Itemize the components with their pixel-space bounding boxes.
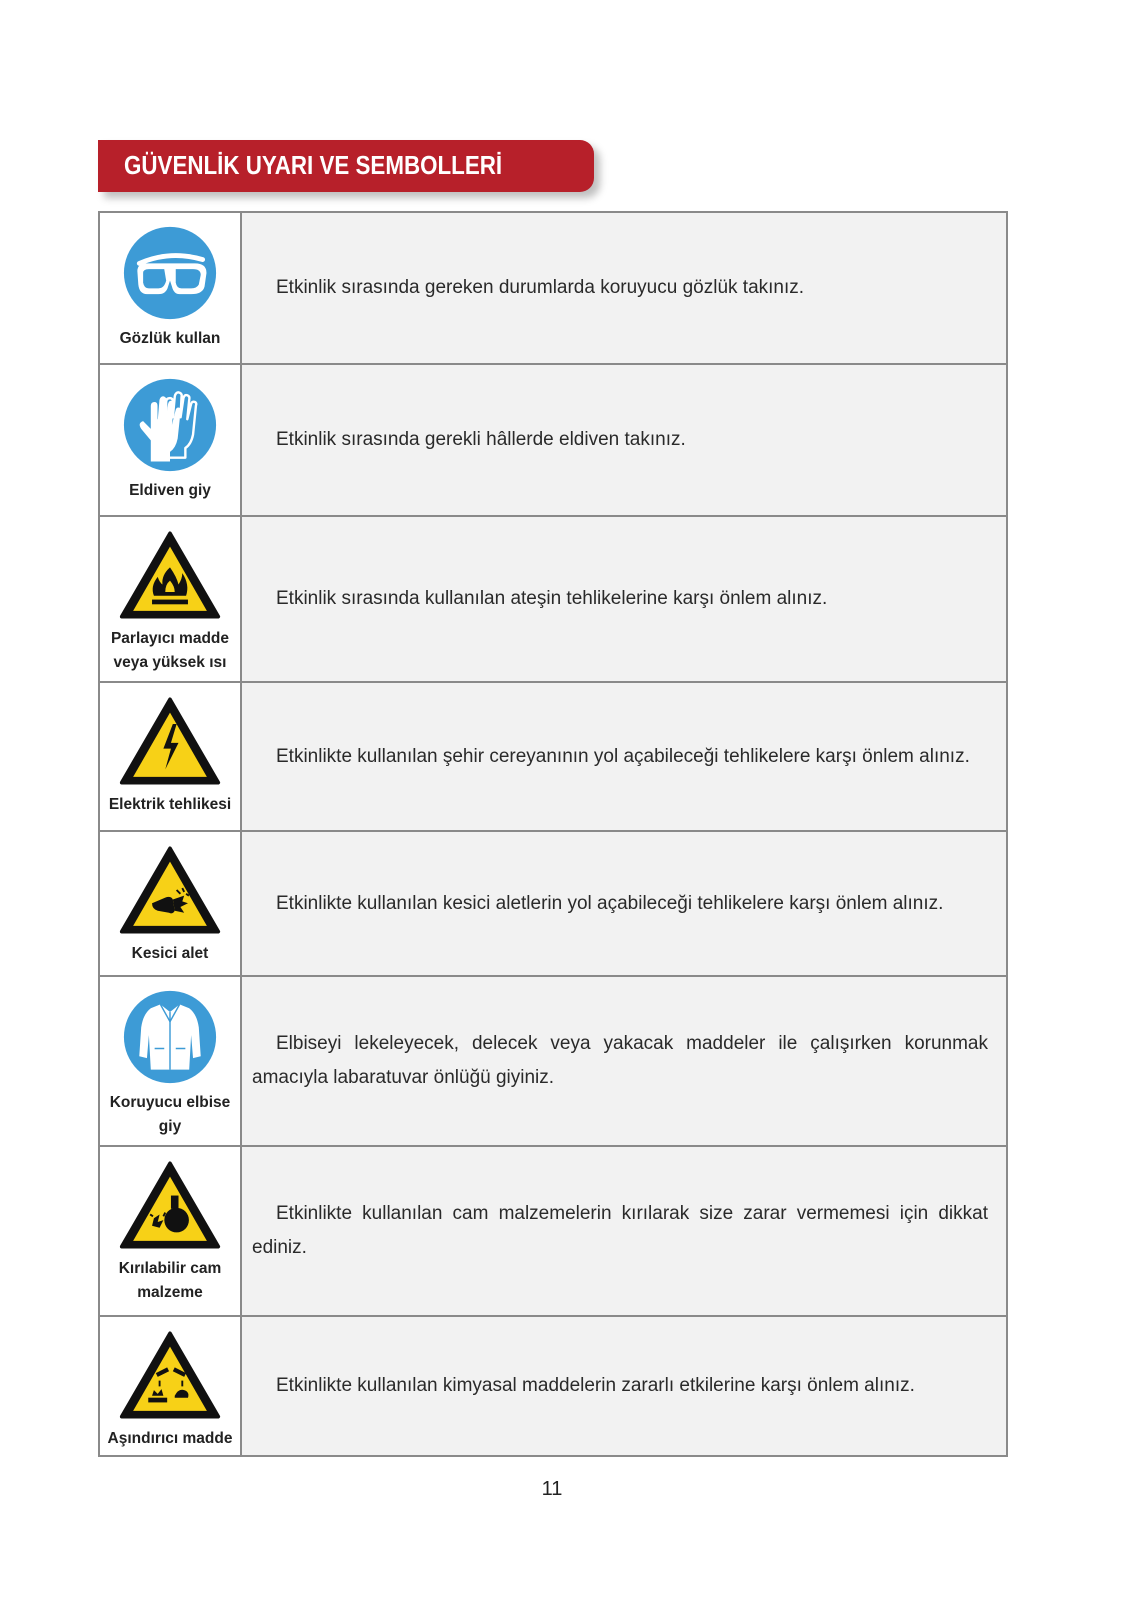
symbol-cell bbox=[100, 213, 242, 363]
description-cell bbox=[242, 1317, 1006, 1455]
symbol-caption: Elektrik tehlikesi bbox=[108, 796, 232, 813]
description-cell bbox=[242, 365, 1006, 515]
symbol-cell bbox=[100, 832, 242, 975]
description-text: Etkinlikte kullanılan kesici aletlerin yol açabileceği tehlikelere karşı önlem alınız. bbox=[276, 892, 944, 914]
symbol-caption: Koruyucu elbise giy bbox=[109, 1094, 231, 1135]
flammable-warning-icon bbox=[118, 529, 222, 621]
table-row bbox=[100, 213, 1006, 365]
table-row bbox=[100, 517, 1006, 683]
description-cell bbox=[242, 213, 1006, 363]
lab-coat-icon bbox=[122, 989, 218, 1085]
electric-warning-icon bbox=[118, 695, 222, 787]
symbol-cell bbox=[100, 365, 242, 515]
description-text: Etkinlikte kullanılan cam malzemelerin kırılarak size zarar vermemesi için dikkat ediniz. bbox=[252, 1203, 988, 1258]
fragile-glass-warning-icon bbox=[118, 1159, 222, 1251]
description-cell bbox=[242, 832, 1006, 975]
symbol-caption: Parlayıcı madde veya yüksek ısı bbox=[110, 630, 230, 671]
description-text: Etkinlik sırasında gereken durumlarda koruyucu gözlük takınız. bbox=[276, 277, 805, 298]
page-number: 11 bbox=[541, 1478, 563, 1500]
description-text: Etkinlik sırasında gerekli hâllerde eldiven takınız. bbox=[276, 429, 686, 450]
section-banner bbox=[98, 140, 594, 192]
description-text: Etkinlik sırasında kullanılan ateşin tehlikelerine karşı önlem alınız. bbox=[276, 588, 828, 609]
symbol-cell bbox=[100, 1317, 242, 1455]
corrosive-warning-icon bbox=[118, 1329, 222, 1421]
symbol-cell bbox=[100, 683, 242, 830]
symbol-caption: Aşındırıcı madde bbox=[107, 1430, 233, 1447]
gloves-icon bbox=[122, 377, 218, 473]
cutting-tool-warning-icon bbox=[118, 844, 222, 936]
description-cell bbox=[242, 1147, 1006, 1315]
description-cell bbox=[242, 683, 1006, 830]
section-title: GÜVENLİK UYARI VE SEMBOLLERİ bbox=[124, 150, 503, 180]
table-row bbox=[100, 365, 1006, 517]
symbol-cell bbox=[100, 977, 242, 1145]
symbol-caption: Kırılabilir cam malzeme bbox=[118, 1260, 222, 1301]
goggles-icon bbox=[122, 225, 218, 321]
description-text: Etkinlikte kullanılan şehir cereyanının yol açabileceği tehlikelere karşı önlem alınız. bbox=[276, 745, 970, 767]
description-cell bbox=[242, 517, 1006, 681]
symbol-cell bbox=[100, 517, 242, 681]
description-cell bbox=[242, 977, 1006, 1145]
description-text: Elbiseyi lekeleyecek, delecek veya yakacak maddeler ile çalışırken korunmak amacıyla labaratuvar önlüğü giyiniz. bbox=[252, 1033, 988, 1088]
table-row bbox=[100, 683, 1006, 832]
symbol-caption: Eldiven giy bbox=[129, 482, 211, 499]
table-row bbox=[100, 1317, 1006, 1455]
symbol-cell bbox=[100, 1147, 242, 1315]
safety-symbols-table bbox=[98, 211, 1008, 1457]
symbol-caption: Gözlük kullan bbox=[119, 330, 221, 347]
symbol-caption: Kesici alet bbox=[131, 945, 209, 962]
table-row bbox=[100, 1147, 1006, 1317]
description-text: Etkinlikte kullanılan kimyasal maddelerin zararlı etkilerine karşı önlem alınız. bbox=[276, 1375, 915, 1396]
table-row bbox=[100, 977, 1006, 1147]
table-row bbox=[100, 832, 1006, 977]
